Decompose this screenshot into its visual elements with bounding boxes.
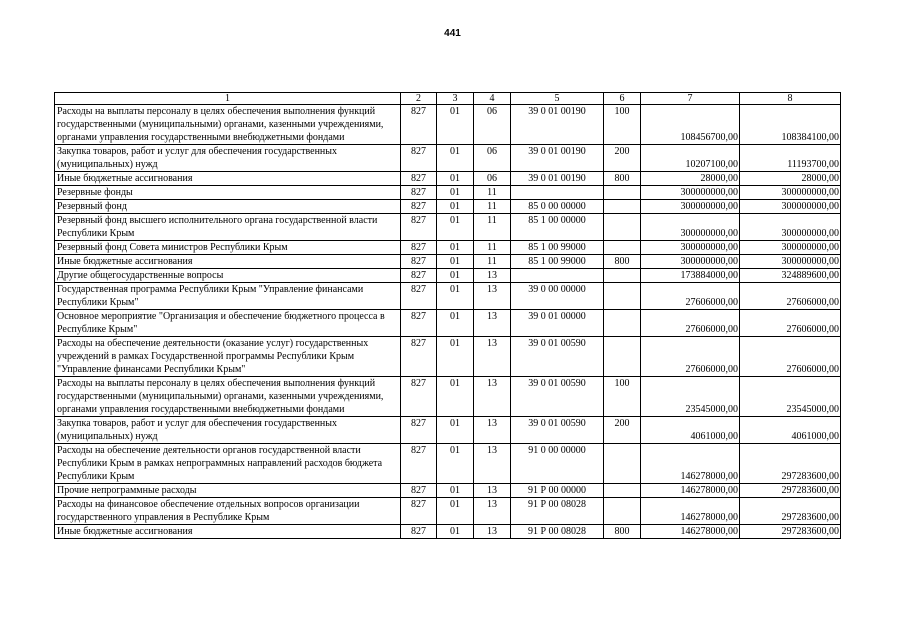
- ministry-code: 827: [401, 310, 437, 337]
- amount-year-1: 300000000,00: [641, 214, 740, 241]
- table-header-row: [55, 93, 841, 105]
- amount-year-2: 28000,00: [740, 172, 841, 186]
- ministry-code: 827: [401, 444, 437, 484]
- expense-type-code: [604, 186, 641, 200]
- section-code: 01: [437, 269, 474, 283]
- target-article-code: [511, 186, 604, 200]
- table-row: [55, 269, 841, 283]
- amount-year-2: 297283600,00: [740, 525, 841, 539]
- expense-type-code: [604, 200, 641, 214]
- amount-year-1: 300000000,00: [641, 200, 740, 214]
- amount-year-2: 300000000,00: [740, 200, 841, 214]
- row-name: Прочие непрограммные расходы: [55, 484, 401, 498]
- amount-year-2: 300000000,00: [740, 186, 841, 200]
- row-name: Расходы на обеспечение деятельности (оказание услуг) государственных учреждений в рамках Государственной программы Республики Крым "Управление финансами Республики Крым": [55, 337, 401, 377]
- section-code: 01: [437, 283, 474, 310]
- expense-type-code: [604, 310, 641, 337]
- column-number-3: 3: [437, 93, 474, 105]
- table-row: [55, 241, 841, 255]
- column-number-2: 2: [401, 93, 437, 105]
- row-name: Расходы на обеспечение деятельности органов государственной власти Республики Крым в рамках непрограммных направлений расходов бюджета Республики Крым: [55, 444, 401, 484]
- target-article-code: 39 0 01 00000: [511, 310, 604, 337]
- ministry-code: 827: [401, 241, 437, 255]
- expense-type-code: 200: [604, 145, 641, 172]
- ministry-code: 827: [401, 337, 437, 377]
- section-code: 01: [437, 200, 474, 214]
- table-row: [55, 105, 841, 145]
- subsection-code: 11: [474, 255, 511, 269]
- subsection-code: 13: [474, 525, 511, 539]
- column-number-6: 6: [604, 93, 641, 105]
- amount-year-1: 4061000,00: [641, 417, 740, 444]
- ministry-code: 827: [401, 186, 437, 200]
- expense-type-code: 200: [604, 417, 641, 444]
- column-number-7: 7: [641, 93, 740, 105]
- amount-year-1: 300000000,00: [641, 255, 740, 269]
- subsection-code: 13: [474, 337, 511, 377]
- table-row: [55, 310, 841, 337]
- section-code: 01: [437, 498, 474, 525]
- section-code: 01: [437, 525, 474, 539]
- table-row: [55, 337, 841, 377]
- row-name: Другие общегосударственные вопросы: [55, 269, 401, 283]
- ministry-code: 827: [401, 498, 437, 525]
- ministry-code: 827: [401, 525, 437, 539]
- section-code: 01: [437, 337, 474, 377]
- expense-type-code: [604, 484, 641, 498]
- row-name: Резервные фонды: [55, 186, 401, 200]
- subsection-code: 11: [474, 186, 511, 200]
- amount-year-1: 28000,00: [641, 172, 740, 186]
- amount-year-1: 27606000,00: [641, 283, 740, 310]
- amount-year-1: 173884000,00: [641, 269, 740, 283]
- ministry-code: 827: [401, 172, 437, 186]
- target-article-code: 85 1 00 00000: [511, 214, 604, 241]
- subsection-code: 13: [474, 484, 511, 498]
- expense-type-code: 100: [604, 105, 641, 145]
- ministry-code: 827: [401, 145, 437, 172]
- amount-year-2: 297283600,00: [740, 498, 841, 525]
- ministry-code: 827: [401, 283, 437, 310]
- target-article-code: 91 Р 00 00000: [511, 484, 604, 498]
- target-article-code: 91 0 00 00000: [511, 444, 604, 484]
- table-row: [55, 283, 841, 310]
- ministry-code: 827: [401, 105, 437, 145]
- amount-year-2: 297283600,00: [740, 444, 841, 484]
- amount-year-2: 27606000,00: [740, 337, 841, 377]
- amount-year-2: 324889600,00: [740, 269, 841, 283]
- row-name: Расходы на выплаты персоналу в целях обеспечения выполнения функций государственными (муниципальными) органами, казенными учреждениями, органами управления государственными внебюджетными фондами: [55, 377, 401, 417]
- amount-year-2: 300000000,00: [740, 255, 841, 269]
- expense-type-code: [604, 337, 641, 377]
- ministry-code: 827: [401, 484, 437, 498]
- section-code: 01: [437, 145, 474, 172]
- expense-type-code: [604, 214, 641, 241]
- table-row: [55, 498, 841, 525]
- section-code: 01: [437, 172, 474, 186]
- expense-type-code: [604, 498, 641, 525]
- ministry-code: 827: [401, 417, 437, 444]
- table-row: [55, 417, 841, 444]
- target-article-code: 39 0 01 00190: [511, 172, 604, 186]
- subsection-code: 11: [474, 214, 511, 241]
- amount-year-1: 10207100,00: [641, 145, 740, 172]
- target-article-code: 85 1 00 99000: [511, 255, 604, 269]
- amount-year-1: 27606000,00: [641, 310, 740, 337]
- expense-type-code: 800: [604, 172, 641, 186]
- target-article-code: 39 0 01 00590: [511, 417, 604, 444]
- amount-year-2: 23545000,00: [740, 377, 841, 417]
- row-name: Иные бюджетные ассигнования: [55, 172, 401, 186]
- amount-year-2: 297283600,00: [740, 484, 841, 498]
- column-number-4: 4: [474, 93, 511, 105]
- page-number: 441: [444, 28, 461, 39]
- subsection-code: 13: [474, 377, 511, 417]
- expense-type-code: 100: [604, 377, 641, 417]
- amount-year-2: 108384100,00: [740, 105, 841, 145]
- section-code: 01: [437, 310, 474, 337]
- target-article-code: 91 Р 00 08028: [511, 525, 604, 539]
- table-row: [55, 200, 841, 214]
- row-name: Закупка товаров, работ и услуг для обеспечения государственных (муниципальных) нужд: [55, 417, 401, 444]
- amount-year-1: 146278000,00: [641, 525, 740, 539]
- subsection-code: 06: [474, 105, 511, 145]
- expense-type-code: [604, 283, 641, 310]
- row-name: Основное мероприятие "Организация и обеспечение бюджетного процесса в Республике Крым": [55, 310, 401, 337]
- row-name: Иные бюджетные ассигнования: [55, 525, 401, 539]
- target-article-code: [511, 269, 604, 283]
- table-row: [55, 145, 841, 172]
- amount-year-1: 146278000,00: [641, 444, 740, 484]
- row-name: Государственная программа Республики Крым "Управление финансами Республики Крым": [55, 283, 401, 310]
- section-code: 01: [437, 444, 474, 484]
- target-article-code: 91 Р 00 08028: [511, 498, 604, 525]
- row-name: Резервный фонд Совета министров Республики Крым: [55, 241, 401, 255]
- section-code: 01: [437, 417, 474, 444]
- subsection-code: 06: [474, 172, 511, 186]
- section-code: 01: [437, 105, 474, 145]
- target-article-code: 39 0 01 00590: [511, 337, 604, 377]
- target-article-code: 85 1 00 99000: [511, 241, 604, 255]
- ministry-code: 827: [401, 200, 437, 214]
- table-row: [55, 444, 841, 484]
- amount-year-2: 27606000,00: [740, 283, 841, 310]
- column-number-8: 8: [740, 93, 841, 105]
- target-article-code: 39 0 01 00190: [511, 145, 604, 172]
- amount-year-1: 108456700,00: [641, 105, 740, 145]
- ministry-code: 827: [401, 377, 437, 417]
- column-number-5: 5: [511, 93, 604, 105]
- section-code: 01: [437, 255, 474, 269]
- section-code: 01: [437, 186, 474, 200]
- row-name: Закупка товаров, работ и услуг для обеспечения государственных (муниципальных) нужд: [55, 145, 401, 172]
- section-code: 01: [437, 377, 474, 417]
- subsection-code: 13: [474, 498, 511, 525]
- ministry-code: 827: [401, 214, 437, 241]
- table-row: [55, 377, 841, 417]
- row-name: Резервный фонд высшего исполнительного органа государственной власти Республики Крым: [55, 214, 401, 241]
- amount-year-2: 11193700,00: [740, 145, 841, 172]
- subsection-code: 13: [474, 417, 511, 444]
- row-name: Иные бюджетные ассигнования: [55, 255, 401, 269]
- expense-type-code: [604, 444, 641, 484]
- expense-type-code: [604, 269, 641, 283]
- column-number-1: 1: [55, 93, 401, 105]
- section-code: 01: [437, 241, 474, 255]
- amount-year-2: 300000000,00: [740, 241, 841, 255]
- table-row: [55, 214, 841, 241]
- subsection-code: 13: [474, 310, 511, 337]
- ministry-code: 827: [401, 255, 437, 269]
- subsection-code: 06: [474, 145, 511, 172]
- target-article-code: 39 0 00 00000: [511, 283, 604, 310]
- expense-type-code: [604, 241, 641, 255]
- amount-year-1: 27606000,00: [641, 337, 740, 377]
- amount-year-2: 4061000,00: [740, 417, 841, 444]
- section-code: 01: [437, 214, 474, 241]
- subsection-code: 13: [474, 283, 511, 310]
- subsection-code: 13: [474, 444, 511, 484]
- expense-type-code: 800: [604, 525, 641, 539]
- amount-year-2: 27606000,00: [740, 310, 841, 337]
- budget-table: [54, 92, 841, 539]
- subsection-code: 11: [474, 241, 511, 255]
- amount-year-1: 146278000,00: [641, 484, 740, 498]
- expense-type-code: 800: [604, 255, 641, 269]
- target-article-code: 39 0 01 00190: [511, 105, 604, 145]
- amount-year-1: 23545000,00: [641, 377, 740, 417]
- table-row: [55, 484, 841, 498]
- table-row: [55, 525, 841, 539]
- amount-year-2: 300000000,00: [740, 214, 841, 241]
- section-code: 01: [437, 484, 474, 498]
- row-name: Резервный фонд: [55, 200, 401, 214]
- ministry-code: 827: [401, 269, 437, 283]
- amount-year-1: 300000000,00: [641, 186, 740, 200]
- subsection-code: 13: [474, 269, 511, 283]
- amount-year-1: 146278000,00: [641, 498, 740, 525]
- table-row: [55, 186, 841, 200]
- subsection-code: 11: [474, 200, 511, 214]
- table-row: [55, 172, 841, 186]
- amount-year-1: 300000000,00: [641, 241, 740, 255]
- row-name: Расходы на выплаты персоналу в целях обеспечения выполнения функций государственными (муниципальными) органами, казенными учреждениями, органами управления государственными внебюджетными фондами: [55, 105, 401, 145]
- table-row: [55, 255, 841, 269]
- target-article-code: 39 0 01 00590: [511, 377, 604, 417]
- target-article-code: 85 0 00 00000: [511, 200, 604, 214]
- row-name: Расходы на финансовое обеспечение отдельных вопросов организации государственного управления в Республике Крым: [55, 498, 401, 525]
